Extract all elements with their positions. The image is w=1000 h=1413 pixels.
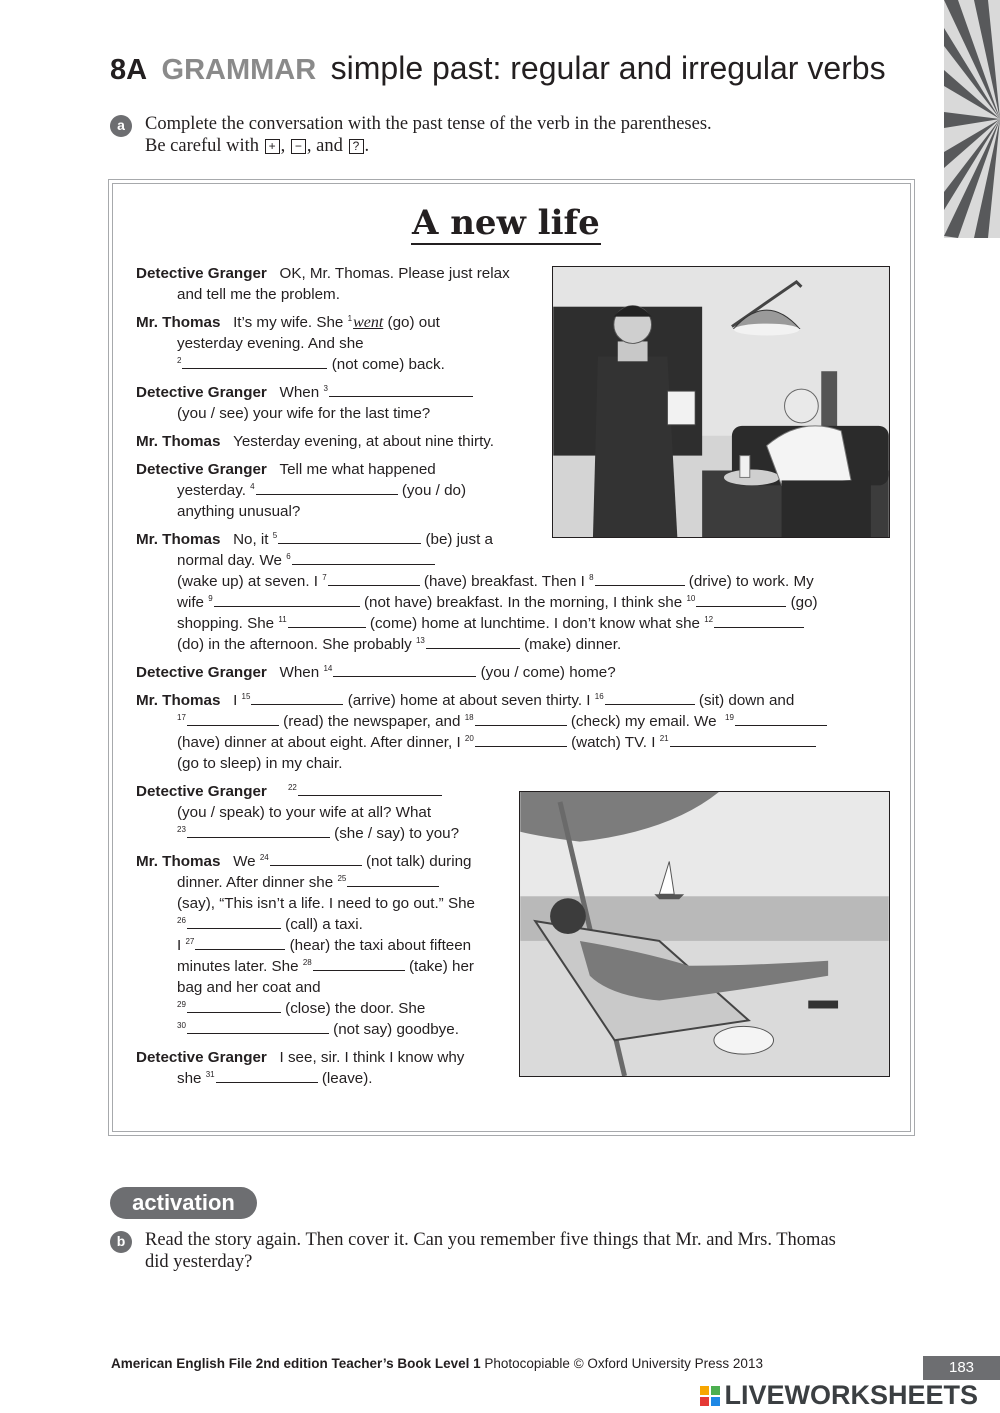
dialogue-line <box>136 851 472 872</box>
dialogue-line <box>177 354 445 375</box>
unit-number: 8A <box>110 54 148 86</box>
dialogue-line <box>177 480 466 501</box>
line-text: (not talk) during <box>365 853 472 870</box>
line-text: (not say) goodbye. <box>333 1021 459 1038</box>
line-text: shopping. She <box>177 615 275 632</box>
gap-number: 14 <box>323 664 333 673</box>
exercise-a-instructions <box>145 113 712 157</box>
answer-gap-26[interactable] <box>187 916 281 929</box>
line-text: (hear) the taxi about fifteen <box>289 937 472 954</box>
dialogue-line <box>177 333 364 354</box>
line-text: (have) dinner at about eight. After dinner, I <box>177 734 461 751</box>
dialogue-line <box>177 753 342 774</box>
instruction-line-1: Complete the conversation with the past tense of the verb in the parentheses. <box>145 114 712 134</box>
dialogue-line <box>177 284 340 305</box>
dialogue-line <box>136 263 510 284</box>
minus-box-icon: − <box>291 139 306 154</box>
line-text: anything unusual? <box>177 503 301 520</box>
gap-number: 9 <box>208 594 213 603</box>
activation-label: activation <box>110 1187 257 1219</box>
answer-gap-8[interactable] <box>595 573 685 586</box>
gap-number: 21 <box>659 734 669 743</box>
instruction-line-2: Be careful with + , − , and ? . <box>145 136 370 156</box>
line-text: (sit) down and <box>698 692 795 709</box>
dialogue-line <box>136 312 440 333</box>
line-text: (not come) back. <box>331 356 445 373</box>
answer-gap-11[interactable] <box>288 615 366 628</box>
line-text: When <box>279 384 320 401</box>
footer-credit <box>111 1356 763 1371</box>
dialogue-line <box>177 550 435 571</box>
gap-number: 5 <box>272 531 278 540</box>
line-text: (go) out <box>387 314 440 331</box>
line-text: bag and her coat and <box>177 979 321 996</box>
answer-gap-15[interactable] <box>251 692 343 705</box>
dialogue-line <box>177 613 804 634</box>
answer-gap-22[interactable] <box>298 783 442 796</box>
line-text: wife <box>177 594 205 611</box>
gap-number: 6 <box>286 552 291 561</box>
gap-number: 17 <box>177 713 186 722</box>
gap-number: 25 <box>337 874 347 883</box>
line-text: normal day. We <box>177 552 282 569</box>
dialogue-line <box>136 662 616 683</box>
dialogue-line <box>177 914 363 935</box>
gap-number: 4 <box>250 482 255 491</box>
plus-box-icon: + <box>265 139 280 154</box>
speaker-mr-thomas: Mr. Thomas <box>136 531 221 548</box>
line-text: (wake up) at seven. I <box>177 573 318 590</box>
story-title: A new life <box>412 203 600 243</box>
dialogue-line <box>136 781 442 802</box>
dialogue-line <box>177 571 814 592</box>
answer-gap-31[interactable] <box>216 1070 318 1083</box>
line-text: Tell me what happened <box>279 461 436 478</box>
answer-gap-10[interactable] <box>696 594 786 607</box>
gap-number: 2 <box>177 356 182 365</box>
gap-number: 18 <box>464 713 474 722</box>
line-text: I <box>177 937 182 954</box>
dialogue-line <box>177 1068 373 1089</box>
gap-number: 3 <box>323 384 328 393</box>
activation-line-1: Read the story again. Then cover it. Can you remember five things that Mr. and Mrs. Thomas <box>145 1230 836 1250</box>
line-text: dinner. After dinner she <box>177 874 334 891</box>
brand-name: LIVEWORKSHEETS <box>724 1380 978 1410</box>
answer-gap-27[interactable] <box>195 937 285 950</box>
speaker-mr-thomas: Mr. Thomas <box>136 433 221 450</box>
answer-gap-19[interactable] <box>735 713 827 726</box>
line-text: (not have) breakfast. In the morning, I think she <box>363 594 683 611</box>
speaker-detective-granger: Detective Granger <box>136 461 267 478</box>
line-text: (come) home at lunchtime. I don’t know what she <box>369 615 700 632</box>
speaker-detective-granger: Detective Granger <box>136 265 267 282</box>
gap-number: 13 <box>415 636 425 645</box>
answer-gap-20[interactable] <box>475 734 567 747</box>
exercise-b-bullet: b <box>110 1231 132 1253</box>
speaker-detective-granger: Detective Granger <box>136 664 267 681</box>
answer-gap-18[interactable] <box>475 713 567 726</box>
speaker-mr-thomas: Mr. Thomas <box>136 692 221 709</box>
answer-gap-16[interactable] <box>605 692 695 705</box>
line-text: (check) my email. We <box>570 713 717 730</box>
page-header <box>110 50 886 87</box>
dialogue-line <box>177 977 321 998</box>
line-text: (be) just a <box>425 531 493 548</box>
gap-number: 16 <box>594 692 604 701</box>
gap-number: 30 <box>177 1021 186 1030</box>
line-text: (go) <box>790 594 818 611</box>
dialogue-line <box>136 1047 464 1068</box>
gap-number: 10 <box>686 594 696 603</box>
dialogue-line <box>177 956 474 977</box>
dialogue-line <box>177 872 439 893</box>
line-text: (read) the newspaper, and <box>283 713 461 730</box>
gap-number: 23 <box>177 825 186 834</box>
answer-gap-5[interactable] <box>278 531 421 544</box>
instruction-end: . <box>364 136 370 156</box>
exercise-a-bullet: a <box>110 115 132 137</box>
line-text: No, it <box>233 531 269 548</box>
gap-number: 1 <box>347 314 353 323</box>
answer-gap-24[interactable] <box>270 853 362 866</box>
dialogue-line <box>177 935 471 956</box>
line-text: (you / come) home? <box>480 664 616 681</box>
dialogue-line <box>136 382 473 403</box>
line-text: (close) the door. She <box>285 1000 426 1017</box>
speaker-mr-thomas: Mr. Thomas <box>136 853 221 870</box>
gap-number: 27 <box>185 937 195 946</box>
speaker-detective-granger: Detective Granger <box>136 384 267 401</box>
speaker-detective-granger: Detective Granger <box>136 1049 267 1066</box>
liveworksheets-logo-icon <box>700 1386 720 1406</box>
exercise-b-instructions <box>145 1229 836 1273</box>
activation-line-2: did yesterday? <box>145 1252 253 1272</box>
line-text: (you / speak) to your wife at all? What <box>177 804 432 821</box>
dialogue-line <box>136 431 494 452</box>
dialogue-line <box>136 459 436 480</box>
section-label: GRAMMAR <box>161 54 317 86</box>
dialogue-line <box>177 802 431 823</box>
line-text: (say), “This isn’t a life. I need to go out.” She <box>177 895 475 912</box>
line-text: and tell me the problem. <box>177 286 340 303</box>
gap-number: 15 <box>241 692 251 701</box>
gap-number: 20 <box>464 734 474 743</box>
dialogue-line <box>177 711 827 732</box>
answer-gap-6[interactable] <box>292 552 435 565</box>
line-text: It’s my wife. She <box>233 314 344 331</box>
gap-number: 28 <box>302 958 312 967</box>
answer-gap-9[interactable] <box>214 594 360 607</box>
line-text: (go to sleep) in my chair. <box>177 755 343 772</box>
answer-gap-30[interactable] <box>187 1021 329 1034</box>
gap-number: 8 <box>589 573 594 582</box>
speaker-mr-thomas: Mr. Thomas <box>136 314 221 331</box>
gap-number: 24 <box>259 853 269 862</box>
dialogue-line <box>177 823 459 844</box>
gap-number: 22 <box>287 783 297 792</box>
line-text: (make) dinner. <box>524 636 622 653</box>
dialogue-line <box>177 998 425 1019</box>
answer-gap-3[interactable] <box>329 384 473 397</box>
line-text: (you / see) your wife for the last time? <box>177 405 431 422</box>
copyright: Photocopiable © Oxford University Press 2013 <box>484 1356 763 1371</box>
dialogue-line <box>177 403 430 424</box>
dialogue-line <box>136 690 794 711</box>
liveworksheets-brand[interactable] <box>700 1380 978 1411</box>
gap-number: 26 <box>177 916 186 925</box>
book-title: American English File 2nd edition Teacher’s Book Level 1 <box>111 1356 481 1371</box>
example-answer: went <box>353 314 384 331</box>
gap-number: 11 <box>278 615 287 624</box>
answer-gap-23[interactable] <box>187 825 330 838</box>
line-text: OK, Mr. Thomas. Please just relax <box>279 265 510 282</box>
grammar-topic: simple past: regular and irregular verbs <box>330 50 886 86</box>
line-text: yesterday. <box>177 482 246 499</box>
answer-gap-29[interactable] <box>187 1000 281 1013</box>
illustration-woman-on-beach <box>519 791 890 1077</box>
gap-number: 29 <box>177 1000 186 1009</box>
line-text: (do) in the afternoon. She probably <box>177 636 412 653</box>
gap-number: 12 <box>704 615 714 624</box>
gap-number: 19 <box>725 713 734 722</box>
line-text: I see, sir. I think I know why <box>279 1049 465 1066</box>
answer-gap-25[interactable] <box>347 874 439 887</box>
dialogue-line <box>177 1019 459 1040</box>
answer-gap-14[interactable] <box>333 664 476 677</box>
dialogue-line <box>177 893 475 914</box>
dialogue-line <box>177 592 818 613</box>
line-text: she <box>177 1070 202 1087</box>
line-text: (take) her <box>408 958 474 975</box>
answer-gap-12[interactable] <box>714 615 804 628</box>
line-text: (call) a taxi. <box>285 916 363 933</box>
line-text: minutes later. She <box>177 958 299 975</box>
dialogue-line <box>177 634 621 655</box>
line-text: (have) breakfast. Then I <box>423 573 585 590</box>
line-text: We <box>233 853 256 870</box>
decorative-rays-graphic <box>944 0 1000 238</box>
line-text: (you / do) <box>401 482 467 499</box>
instruction-prefix: Be careful with <box>145 136 260 156</box>
gap-number: 7 <box>322 573 327 582</box>
answer-gap-2[interactable] <box>182 356 327 369</box>
question-box-icon: ? <box>349 139 364 154</box>
gap-number: 31 <box>205 1070 215 1079</box>
line-text: Yesterday evening, at about nine thirty. <box>233 433 494 450</box>
line-text: (arrive) home at about seven thirty. I <box>347 692 591 709</box>
line-text: (leave). <box>321 1070 373 1087</box>
illustration-detective-and-mr-thomas <box>552 266 890 538</box>
speaker-detective-granger: Detective Granger <box>136 783 267 800</box>
answer-gap-4[interactable] <box>256 482 398 495</box>
line-text: (drive) to work. My <box>688 573 814 590</box>
line-text: yesterday evening. And she <box>177 335 364 352</box>
line-text: When <box>279 664 320 681</box>
answer-gap-21[interactable] <box>670 734 816 747</box>
dialogue-line <box>136 529 493 550</box>
answer-gap-28[interactable] <box>313 958 405 971</box>
instruction-and: , and <box>306 136 343 156</box>
answer-gap-13[interactable] <box>426 636 520 649</box>
dialogue-line <box>177 732 816 753</box>
line-text: (she / say) to you? <box>334 825 460 842</box>
answer-gap-7[interactable] <box>328 573 420 586</box>
answer-gap-17[interactable] <box>187 713 279 726</box>
dialogue-line <box>177 501 300 522</box>
page-number: 183 <box>923 1356 1000 1380</box>
line-text: I <box>233 692 238 709</box>
line-text: (watch) TV. I <box>571 734 656 751</box>
